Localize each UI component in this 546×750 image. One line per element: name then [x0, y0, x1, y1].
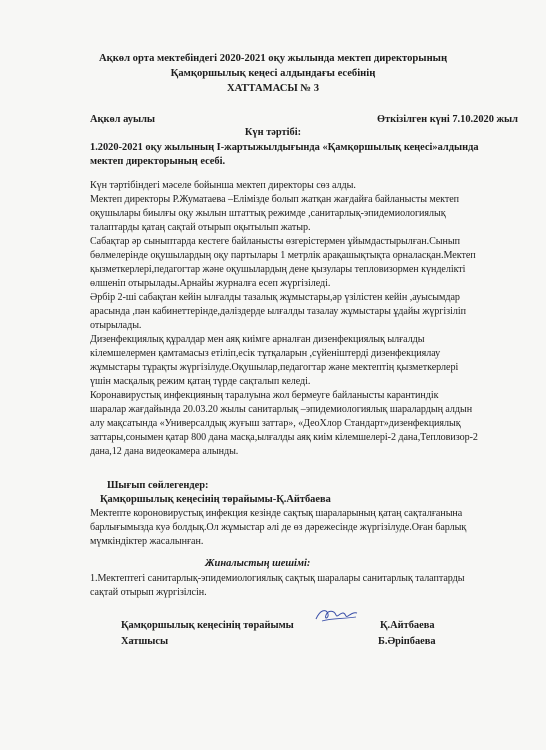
- meeting-date: Өткізілген күні 7.10.2020 жыл: [376, 114, 518, 125]
- body-line: оқушылары биылғы оқу жылын штаттық режимде ,санитарлық-эпидемиологиялық: [90, 208, 446, 219]
- body-line: арасында ,пән кабинеттерінде,дәліздерде ылғалды тазалау жұмыстары ұдайы жүргізіліп: [90, 306, 466, 317]
- title-line-3: ХАТТАМАСЫ № 3: [226, 83, 320, 94]
- body-line: дана,12 дана видеокамера алынды.: [90, 446, 239, 457]
- body-line: өлшеніп отырылады.Арнайы журналға есеп жүргізіледі.: [90, 278, 331, 289]
- body-line: Сабақтар әр сыныптарда кестеге байланысты өзгерістермен ұйымдастырылған.Сынып: [90, 236, 460, 247]
- secretary-name: Б.Әріпбаева: [378, 636, 436, 647]
- body-line: заттары,сонымен қатар 800 дана масқа,ылғалды аяқ киім кілемшелері-2 дана,Тепловизор-2: [90, 432, 478, 443]
- title-line-1: Ақкөл орта мектебіндегі 2020-2021 оқу жылында мектеп директорының: [98, 53, 448, 64]
- decision-line: 1.Мектептегі санитарлық-эпидемиологиялық сақтық шаралары санитарлық талаптарды: [90, 573, 465, 584]
- body-line: отырылады.: [90, 320, 142, 331]
- handwritten-signature: [312, 604, 360, 626]
- body-line: Коронавирустық инфекцияның таралуына жол бермеуге байланысты карантиндік: [90, 390, 439, 401]
- body-line: Әрбір 2-ші сабақтан кейін ылғалды тазалық жұмыстары,әр үзілістен кейін ,ауысымдар: [90, 292, 460, 303]
- decision-line: сақтай отырып жүргізілсін.: [90, 587, 207, 598]
- body-line: алу мақсатында «Универсалдық жуғыш заттар», «ДеоХлор Стандарт»дизенфекциялық: [90, 418, 461, 429]
- speaker-text-line: мүмкіндіктер жасалынған.: [90, 536, 204, 547]
- body-line: Дизенфекциялық құралдар мен аяқ киімге арналған дизенфекциялық ылғалды: [90, 334, 425, 345]
- body-line: кілемшелермен қамтамасыз етіліп,есік тұтқаларын ,сүйеніштерді дизенфекциялау: [90, 348, 441, 359]
- speaker-name: Қамқоршылық кеңесінің төрайымы-Қ.Айтбаева: [100, 494, 331, 505]
- body-line: жұмыстары тұрақты жүргізілуде.Оқушылар,педагогтар және мектептің қызметкерлері: [90, 362, 459, 373]
- speakers-heading: Шығып сөйлегендер:: [107, 480, 209, 491]
- speaker-text-line: барлығымызда куә болдық.Ол жұмыстар әлі де өз дәрежесінде жүргізілуде.Оған барлық: [90, 522, 467, 533]
- decision-heading: Жиналыстың шешімі:: [205, 558, 311, 569]
- body-line: шаралар жағдайында 20.03.20 жылы санитарлық –эпидемиологиялық шаралардың алдын: [90, 404, 473, 415]
- chair-name: Қ.Айтбаева: [380, 620, 435, 631]
- body-line: үшін масқалық режим қатаң түрде сақталып келеді.: [90, 376, 311, 387]
- body-line: Күн тәртібіндегі мәселе бойынша мектеп директоры сөз алды.: [90, 180, 356, 191]
- speaker-text-line: Мектепте короновирустық инфекция кезінде сақтық шараларының қатаң сақталғанына: [90, 508, 463, 519]
- agenda-item-line-2: мектеп директорының есебі.: [90, 156, 226, 167]
- title-line-2: Қамқоршылық кеңесі алдындағы есебінің: [170, 68, 376, 79]
- body-line: бөлмелерінде оқушылардың оқу партылары 1 метрлік арақашықтықта орналасқан.Мектеп: [90, 250, 476, 261]
- meeting-place: Ақкөл ауылы: [90, 114, 156, 125]
- body-line: талаптарды қатаң сақтай отырып оқытылып жатыр.: [90, 222, 311, 233]
- agenda-heading: Күн тәртібі:: [244, 127, 302, 138]
- body-line: Мектеп директоры Р.Жуматаева –Елімізде болып жатқан жағдайға байланысты мектеп: [90, 194, 460, 205]
- agenda-item-line-1: 1.2020-2021 оқу жылының І-жартыжылдығында «Қамқоршылық кеңесі»алдында: [90, 142, 479, 153]
- chair-role: Қамқоршылық кеңесінің төрайымы: [121, 620, 294, 631]
- body-line: қызметкерлері,педагогтар және оқушылардың дене қызулары тепловизормен күнделікті: [90, 264, 466, 275]
- secretary-role: Хатшысы: [121, 636, 169, 647]
